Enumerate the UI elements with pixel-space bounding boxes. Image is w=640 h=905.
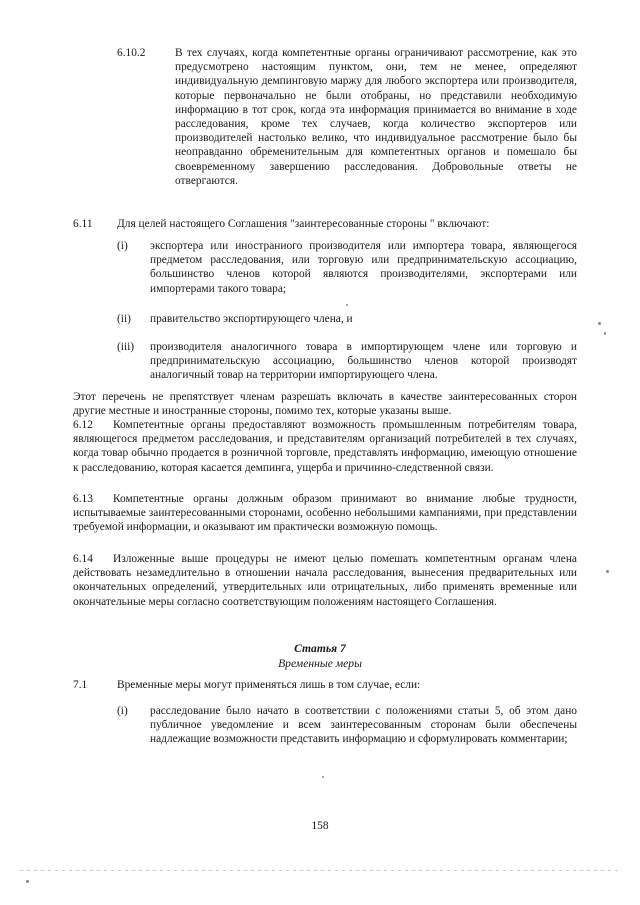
paragraph-6-11-intro: Для целей настоящего Соглашения "заинтересованные стороны " включают: <box>117 218 490 230</box>
scan-speck <box>604 332 606 335</box>
list-item-7-1-i: расследование было начато в соответствии с положениями статьи 5, об этом дано публичное уведомление и всем заинтересованным сторонам были обеспечены надлежащие возможности представить информацию и сформулировать комментарии; <box>150 705 577 746</box>
paragraph-number-6-13: 6.13 <box>73 493 93 505</box>
paragraph-6-13: Компетентные органы должным образом принимают во внимание любые трудности, испытываемые заинтересованными сторонами, особенно небольшими кампаниями, при представлении требуемой информации, и оказывают им практически возможную помощь. <box>73 493 577 534</box>
scan-speck <box>598 322 601 325</box>
list-item-label: (i) <box>117 240 128 252</box>
paragraph-6-11-closing: Этот перечень не препятствует членам разрешать включать в качестве заинтересованных сторон другие местные и иностранные стороны, помимо тех, которые указаны выше. <box>73 391 577 418</box>
list-item-6-11-iii: производителя аналогичного товара в импортирующем члене или торговую и предпринимательскую ассоциацию, большинство членов которой производят аналогичный товар на территории импортирующего члена. <box>150 341 577 382</box>
paragraph-number-6-10-2: 6.10.2 <box>117 47 146 59</box>
paragraph-number-6-11: 6.11 <box>73 218 93 230</box>
paragraph-6-10-2: В тех случаях, когда компетентные органы ограничивают рассмотрение, как это предусмотрено настоящим пунктом, они, тем не менее, определяют индивидуальную демпинговую маржу для любого экспортера или производителя, которые первоначально не были отобраны, но представили необходимую информацию в тот срок, когда эта информация принимается во внимание в ходе расследования, кроме тех случаев, когда количество экспортеров или производителей настолько велико, что индивидуальное рассмотрение было бы неоправданно обременительным для компетентных органов и помешало бы своевременному завершению расследования. Добровольные ответы не отвергаются. <box>175 47 577 187</box>
paragraph-number-6-12: 6.12 <box>73 419 93 431</box>
list-item-6-11-ii: правительство экспортирующего члена, и <box>150 313 353 325</box>
article-subtitle: Временные меры <box>278 657 362 670</box>
scan-speck <box>26 880 29 883</box>
paragraph-6-12: Компетентные органы предоставляют возможность промышленным потребителям товара, являющегося предметом расследования, и представителям организаций потребителей в тех случаях, когда товар обычно продается в розничной торговле, представлять информацию, имеющую отношение к расследованию, которая касается демпинга, ущерба и причинно-следственной связи. <box>73 419 577 474</box>
scan-speck <box>606 570 609 573</box>
paragraph-7-1-intro: Временные меры могут применяться лишь в том случае, если: <box>117 679 421 691</box>
list-item-label: (ii) <box>117 313 131 325</box>
article-title: Статья 7 <box>294 642 346 655</box>
list-item-label: (iii) <box>117 341 135 353</box>
paragraph-number-7-1: 7.1 <box>73 679 88 691</box>
list-item-label: (i) <box>117 705 128 717</box>
scan-speck <box>346 304 348 306</box>
paragraph-6-14: Изложенные выше процедуры не имеют целью помешать компетентным органам члена действовать незамедлительно в отношении начала расследования, вынесения предварительных или окончательных определений, утвердительных или отрицательных, либо применять временные или окончательные меры согласно соответствующим положениям настоящего Соглашения. <box>73 553 577 608</box>
list-item-6-11-i: экспортера или иностраниого производителя или импортера товара, являющегося предметом расследования, или торговую или предпринимательскую ассоциацию, большинство членов которой являются производителями, экспортерами или импортерами такого товара; <box>150 240 577 295</box>
page-number: 158 <box>311 820 329 832</box>
scan-speck <box>322 776 324 778</box>
paragraph-number-6-14: 6.14 <box>73 553 93 565</box>
scan-edge-line <box>20 870 620 871</box>
